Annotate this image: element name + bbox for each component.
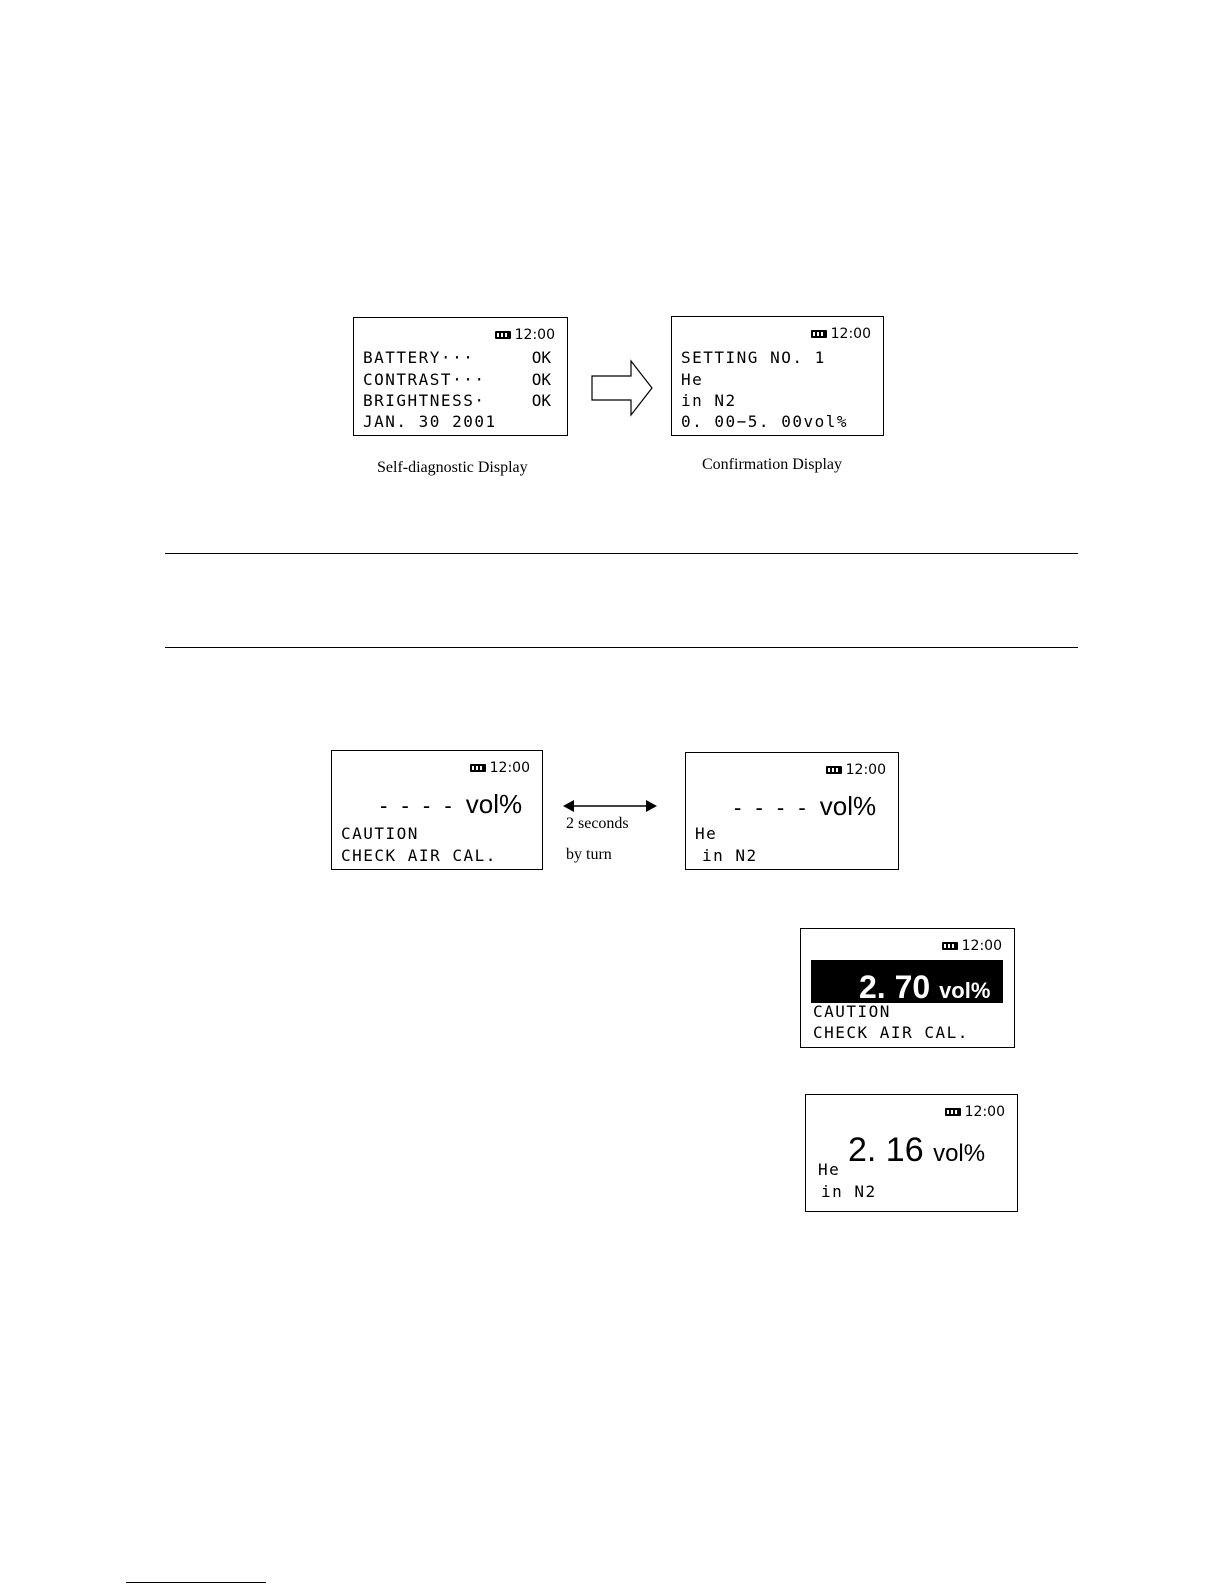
alternate-interval-label: 2 seconds — [566, 815, 629, 832]
clock-time: 12:00 — [830, 326, 871, 342]
balance-gas: in N2 — [702, 846, 758, 865]
clock — [470, 760, 530, 776]
reading — [734, 791, 876, 822]
reading — [380, 789, 522, 820]
check-air-cal-line: CHECK AIR CAL. — [813, 1023, 969, 1042]
reading-value: 2. 16 — [848, 1131, 924, 1169]
balance-gas: in N2 — [821, 1182, 877, 1201]
clock-time: 12:00 — [514, 327, 555, 343]
clock — [826, 762, 886, 778]
caution-line: CAUTION — [813, 1002, 891, 1021]
setting-number: SETTING NO. 1 — [681, 348, 826, 367]
self-diagnostic-caption: Self-diagnostic Display — [377, 459, 528, 476]
range-line: 0. 00−5. 00vol% — [681, 412, 848, 431]
footnote-rule — [126, 1582, 266, 1583]
reading-unit: vol% — [819, 791, 877, 821]
battery-icon — [942, 942, 958, 950]
reading-unit: vol% — [933, 1140, 986, 1167]
brightness-status: OK — [531, 391, 551, 410]
clock-time: 12:00 — [964, 1104, 1005, 1120]
clock-time: 12:00 — [845, 762, 886, 778]
caution-line: CAUTION — [341, 824, 419, 843]
balance-gas: in N2 — [681, 391, 737, 410]
clock-time: 12:00 — [489, 760, 530, 776]
clock — [942, 938, 1002, 954]
battery-icon — [826, 766, 842, 774]
self-diagnostic-display — [353, 317, 568, 436]
reading-value: - - - - — [380, 793, 456, 818]
check-air-cal-line: CHECK AIR CAL. — [341, 846, 497, 865]
battery-status: OK — [531, 348, 551, 367]
clock-time: 12:00 — [961, 938, 1002, 954]
divider — [165, 553, 1078, 554]
reading-unit: vol% — [465, 789, 523, 819]
gas-name: He — [695, 824, 718, 843]
date-line: JAN. 30 2001 — [363, 412, 497, 431]
contrast-status: OK — [531, 370, 551, 389]
reading-unit: vol% — [939, 978, 991, 1003]
clock — [945, 1104, 1005, 1120]
reading-value: - - - - — [734, 795, 810, 820]
reading — [848, 1131, 985, 1170]
caution-reading-display — [800, 928, 1015, 1048]
battery-icon — [945, 1108, 961, 1116]
gas-reading-display — [805, 1094, 1018, 1212]
alternate-mode-label: by turn — [566, 846, 612, 863]
battery-label: BATTERY··· — [363, 348, 475, 367]
caution-display — [331, 750, 543, 870]
clock — [495, 327, 555, 343]
right-arrow-icon — [590, 359, 654, 417]
contrast-label: CONTRAST··· — [363, 370, 486, 389]
reading-value: 2. 70 — [859, 969, 931, 1005]
confirmation-display — [671, 316, 884, 436]
brightness-label: BRIGHTNESS· — [363, 391, 486, 410]
double-arrow-icon — [562, 798, 658, 814]
battery-icon — [470, 764, 486, 772]
battery-icon — [811, 330, 827, 338]
reading — [859, 969, 990, 1006]
gas-display — [685, 752, 899, 870]
confirmation-caption: Confirmation Display — [702, 456, 842, 473]
gas-name: He — [681, 370, 704, 389]
gas-name: He — [818, 1160, 841, 1179]
divider — [165, 647, 1078, 648]
clock — [811, 326, 871, 342]
battery-icon — [495, 331, 511, 339]
